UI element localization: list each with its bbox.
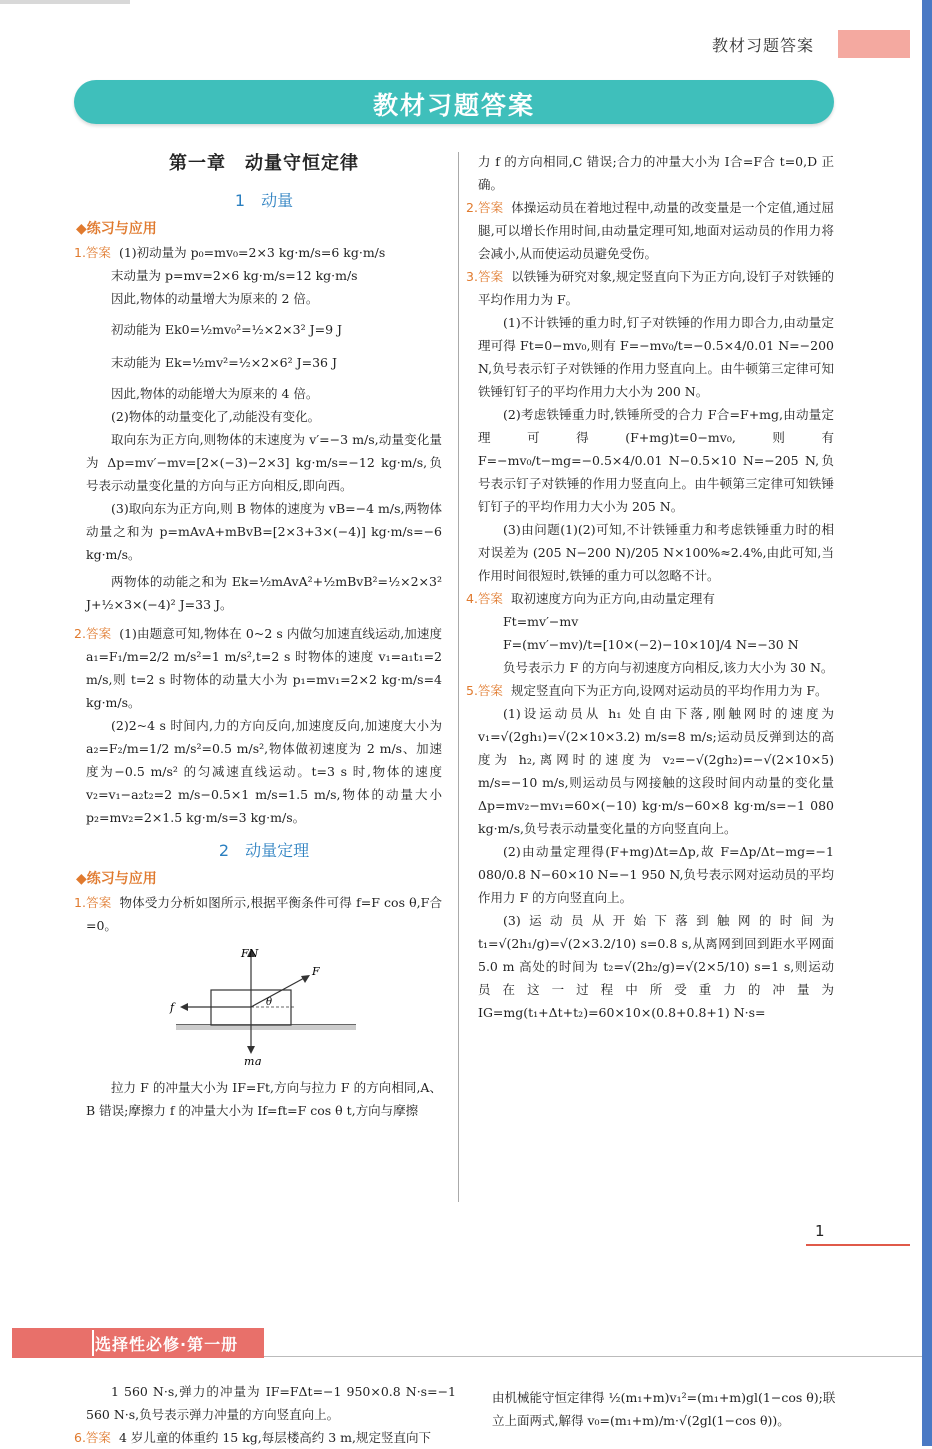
banner-title: 教材习题答案 bbox=[372, 91, 535, 120]
answer-text: 以铁锤为研究对象,规定竖直向下为正方向,设钉子对铁锤的平均作用力为 F。 bbox=[478, 269, 834, 307]
header-title: 教材习题答案 bbox=[712, 36, 815, 55]
page-number-bar bbox=[806, 1244, 910, 1246]
answer-label: 2.答案 bbox=[74, 626, 112, 641]
answer-text: 取向东为正方向,则物体的末速度为 v′=−3 m/s,动量变化量为 Δp=mv′−mv=[2×(−3)−2×3] kg·m/s=−12 kg·m/s,负号表示动量变化量的方向与正方向相反,即向西。 bbox=[86, 432, 442, 493]
answer-text: 两物体的动能之和为 Ek=½mAvA²+½mBvB²=½×2×3² J+½×3×(−4)² J=33 J。 bbox=[86, 574, 442, 612]
answer-text: 因此,物体的动量增大为原来的 2 倍。 bbox=[111, 291, 319, 306]
answer-label: 4.答案 bbox=[466, 591, 503, 606]
answer-label: 5.答案 bbox=[466, 683, 503, 698]
answer-text: 末动能为 Ek=½mv²=½×2×6² J=36 J bbox=[111, 355, 337, 370]
answer-label: 6.答案 bbox=[74, 1430, 111, 1445]
answer-text: 负号表示力 F 的方向与初速度方向相反,该力大小为 30 N。 bbox=[503, 660, 834, 675]
label-fn: FN bbox=[241, 947, 259, 960]
title-banner bbox=[74, 80, 834, 124]
left-column bbox=[74, 150, 442, 1122]
answer-text: 1 560 N·s,弹力的冲量为 IF=FΔt=−1 950×0.8 N·s=−1 560 N·s,负号表示弹力冲量的方向竖直向上。 bbox=[86, 1384, 456, 1422]
answer-text: 取初速度方向为正方向,由动量定理有 bbox=[510, 591, 715, 606]
answer-text: 初动能为 Ek0=½mv₀²=½×2×3² J=9 J bbox=[111, 322, 342, 337]
label-theta: θ bbox=[266, 997, 273, 1008]
answer-text: 因此,物体的动能增大为原来的 4 倍。 bbox=[111, 386, 319, 401]
next-page-right bbox=[492, 1386, 852, 1432]
answer-text: 力 f 的方向相同,C 错误;合力的冲量大小为 I合=F合 t=0,D 正确。 bbox=[478, 154, 834, 192]
section-banner-label: 选择性必修·第一册 bbox=[95, 1335, 239, 1354]
answer-text: (2)考虑铁锤重力时,铁锤所受的合力 F合=F+mg,由动量定理可得(F+mg)t=0−mv₀,则有 F=−mv₀/t−mg=−0.5×4/0.01 N−0.5×10 N=−205 N,负号表示钉子对铁锤的作用力竖直向上。由牛顿第三定律可知铁锤钉钉子的平均作用力大小为 205 N。 bbox=[478, 407, 834, 514]
answer-text: 体操运动员在着地过程中,动量的改变量是一个定值,通过屈腿,可以增长作用时间,由动量定理可知,地面对运动员的作用力将会减小,从而使运动员避免受伤。 bbox=[478, 200, 834, 261]
answer-text: 由机械能守恒定律得 ½(m₁+m)v₁²=(m₁+m)gl(1−cos θ);联 bbox=[492, 1390, 836, 1405]
answer-label: 1.答案 bbox=[74, 245, 111, 260]
right-column bbox=[466, 150, 834, 1024]
banner-underline bbox=[264, 1356, 922, 1357]
section-title-1: 1 动量 bbox=[234, 191, 294, 210]
right-edge-strip bbox=[922, 0, 932, 1446]
answer-text: (2)2~4 s 时间内,力的方向反向,加速度反向,加速度大小为 a₂=F₂/m=1/2 m/s²=0.5 m/s²,物体做初速度为 2 m/s、加速度为−0.5 m/s² 的匀减速直线运动。t=3 s 时,物体的速度 v₂=v₁−a₂t₂=2 m/s−0.5×1 m/s=1.5 m/s,物体的动量大小 p₂=mv₂=2×1.5 kg·m/s=3 kg·m/s。 bbox=[86, 718, 442, 825]
top-edge bbox=[0, 0, 130, 4]
answer-label: 2.答案 bbox=[466, 200, 504, 215]
section-title-2: 2 动量定理 bbox=[218, 841, 310, 860]
practice-heading-2: ◆练习与应用 bbox=[76, 871, 157, 887]
label-mg: mg bbox=[244, 1055, 262, 1065]
answer-text: 立上面两式,解得 v₀=(m₁+m)/m·√(2gl(1−cos θ))。 bbox=[492, 1413, 790, 1428]
column-divider bbox=[458, 152, 459, 1202]
answer-text: (1)由题意可知,物体在 0~2 s 内做匀加速直线运动,加速度 a₁=F₁/m=2/2 m/s²=1 m/s²,t=2 s 时物体的速度 v₁=a₁t₁=2 m/s,则 t=2 s 时物体的动量大小为 p₁=mv₁=2×2 kg·m/s=4 kg·m/s。 bbox=[86, 626, 442, 710]
answer-text: (2)物体的动量变化了,动能没有变化。 bbox=[111, 409, 321, 424]
answer-label: 3.答案 bbox=[466, 269, 504, 284]
answer-label: 1.答案 bbox=[74, 895, 112, 910]
answer-text: Ft=mv′−mv bbox=[503, 614, 579, 629]
answer-text: F=(mv′−mv)/t=[10×(−2)−10×10]/4 N=−30 N bbox=[503, 637, 799, 652]
answer-text: (1)设运动员从 h₁ 处自由下落,刚触网时的速度为 v₁=√(2gh₁)=√(2×10×3.2) m/s=8 m/s;运动员反弹到达的高度为 h₂,离网时的速度为 v₂=−√(2gh₂)=−√(2×10×5) m/s=−10 m/s,则运动员与网接触的这段时间内动量的变化量 Δp=mv₂−mv₁=60×(−10) kg·m/s−60×8 kg·m/s=−1 080 kg·m/s,负号表示动量变化量的方向竖直向上。 bbox=[478, 706, 834, 836]
next-page-left bbox=[74, 1380, 456, 1449]
answer-text: (1)不计铁锤的重力时,钉子对铁锤的作用力即合力,由动量定理可得 Ft=0−mv₀,则有 F=−mv₀/t=−0.5×4/0.01 N=−200 N,负号表示钉子对铁锤的作用力竖直向上。由牛顿第三定律可知铁锤钉钉子的平均作用力大小为 200 N。 bbox=[478, 315, 834, 399]
answer-text: 拉力 F 的冲量大小为 IF=Ft,方向与拉力 F 的方向相同,A、B 错误;摩擦力 f 的冲量大小为 If=ft=F cos θ t,方向与摩擦 bbox=[86, 1080, 442, 1118]
answer-text: 4 岁儿童的体重约 15 kg,每层楼高约 3 m,规定竖直向下 bbox=[118, 1430, 431, 1445]
answer-text: 物体受力分析如图所示,根据平衡条件可得 f=F cos θ,F合=0。 bbox=[86, 895, 442, 933]
force-diagram bbox=[156, 945, 442, 1072]
answer-text: (3)取向东为正方向,则 B 物体的速度为 vB=−4 m/s,两物体动量之和为 p=mAvA+mBvB=[2×3+3×(−4)] kg·m/s=−6 kg·m/s。 bbox=[86, 501, 442, 562]
answer-text: (3)由问题(1)(2)可知,不计铁锤重力和考虑铁锤重力时的相对误差为 (205 N−200 N)/205 N×100%≈2.4%,由此可知,当作用时间很短时,铁锤的重力可以忽略不计。 bbox=[478, 522, 834, 583]
answer-text: 末动量为 p=mv=2×6 kg·m/s=12 kg·m/s bbox=[111, 268, 358, 283]
label-f-pull: F bbox=[312, 965, 320, 978]
page-number: 1 bbox=[815, 1222, 825, 1240]
chapter-title: 第一章 动量守恒定律 bbox=[169, 153, 359, 174]
label-friction: f bbox=[170, 1001, 175, 1014]
banner-divider bbox=[92, 1330, 94, 1356]
answer-text: (2)由动量定理得(F+mg)Δt=Δp,故 F=Δp/Δt−mg=−1 080/0.8 N−60×10 N=−1 950 N,负号表示网对运动员的平均作用力 F 的方向竖直向上。 bbox=[478, 844, 834, 905]
answer-text: 规定竖直向下为正方向,设网对运动员的平均作用力为 F。 bbox=[510, 683, 828, 698]
answer-text: (1)初动量为 p₀=mv₀=2×3 kg·m/s=6 kg·m/s bbox=[118, 245, 386, 260]
practice-heading-1: ◆练习与应用 bbox=[76, 221, 157, 237]
header-accent-block bbox=[838, 30, 910, 58]
answer-text: (3)运动员从开始下落到触网的时间为 t₁=√(2h₁/g)=√(2×3.2/10) s=0.8 s,从离网到回到距水平网面 5.0 m 高处的时间为 t₂=√(2h₂/g)=√(2×5/10) s=1 s,则运动员在这一过程中所受重力的冲量为 IG=mg(t₁+Δt+t₂)=60×10×(0.8+0.8+1) N·s= bbox=[478, 913, 834, 1020]
section-banner bbox=[12, 1328, 264, 1358]
